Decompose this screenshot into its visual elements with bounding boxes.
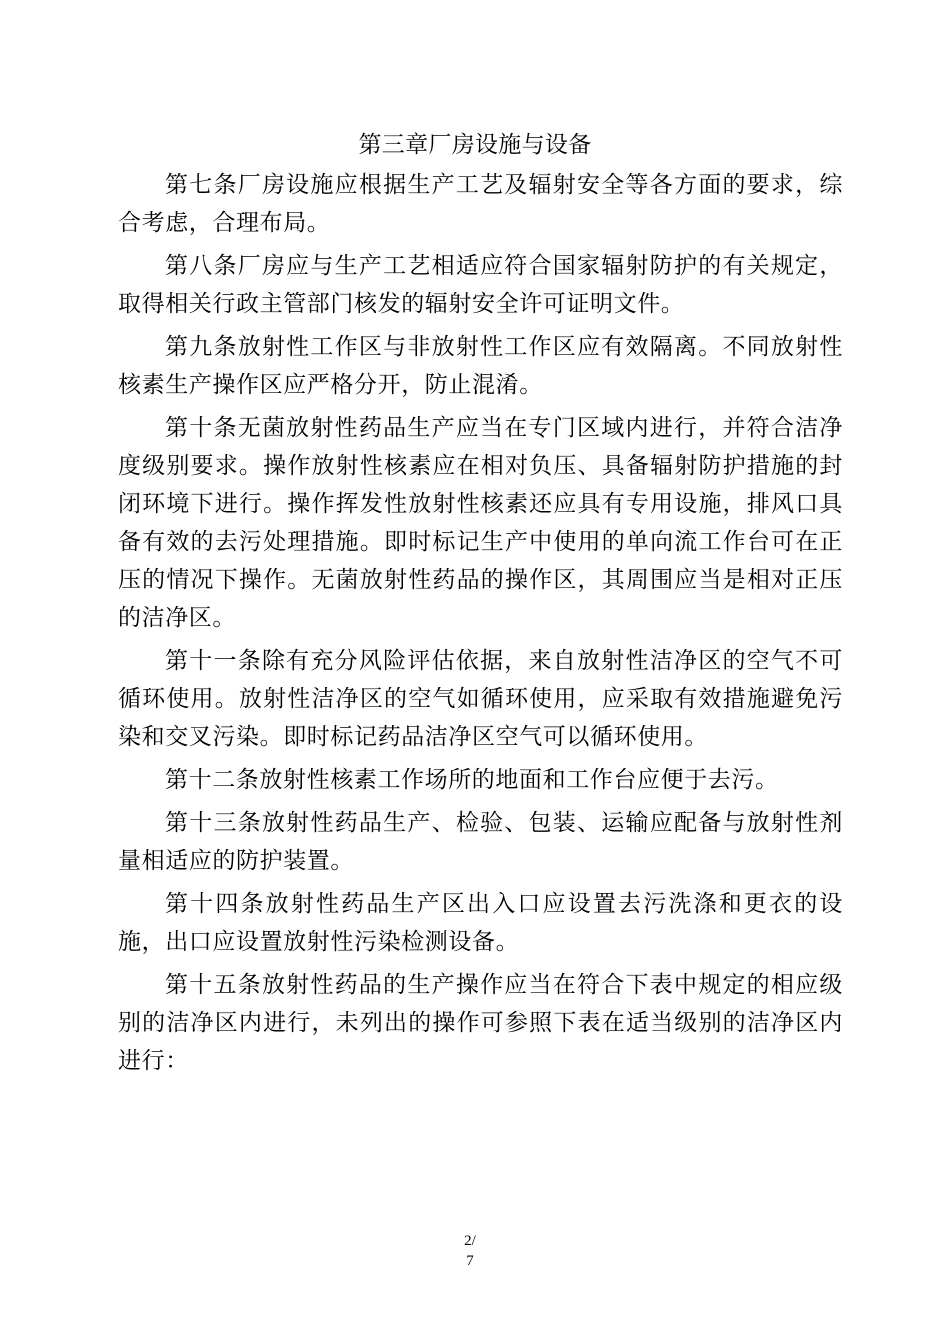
article-14: 第十四条放射性药品生产区出入口应设置去污洗涤和更衣的设施，出口应设置放射性污染检测设备。 [118, 891, 843, 955]
page-number-current: 2/ [464, 1233, 476, 1249]
article-12: 第十二条放射性核素工作场所的地面和工作台应便于去污。 [165, 767, 779, 793]
article-15: 第十五条放射性药品的生产操作应当在符合下表中规定的相应级别的洁净区内进行，未列出的操作可参照下表在适当级别的洁净区内进行： [118, 972, 843, 1074]
chapter-title: 第三章厂房设施与设备 [358, 132, 592, 158]
article-7: 第七条厂房设施应根据生产工艺及辐射安全等各方面的要求，综合考虑，合理布局。 [118, 172, 843, 236]
document-body [118, 166, 843, 1085]
article-9: 第九条放射性工作区与非放射性工作区应有效隔离。不同放射性核素生产操作区应严格分开，防止混淆。 [118, 334, 843, 398]
page-number-total: 7 [466, 1253, 474, 1269]
article-8: 第八条厂房应与生产工艺相适应符合国家辐射防护的有关规定，取得相关行政主管部门核发的辐射安全许可证明文件。 [118, 253, 843, 317]
article-11: 第十一条除有充分风险评估依据，来自放射性洁净区的空气不可循环使用。放射性洁净区的空气如循环使用，应采取有效措施避免污染和交叉污染。即时标记药品洁净区空气可以循环使用。 [118, 648, 843, 750]
article-10: 第十条无菌放射性药品生产应当在专门区域内进行，并符合洁净度级别要求。操作放射性核素应在相对负压、具备辐射防护措施的封闭环境下进行。操作挥发性放射性核素还应具有专用设施，排风口具备有效的去污处理措施。即时标记生产中使用的单向流工作台可在正压的情况下操作。无菌放射性药品的操作区，其周围应当是相对正压的洁净区。 [118, 415, 843, 631]
article-13: 第十三条放射性药品生产、检验、包装、运输应配备与放射性剂量相适应的防护装置。 [118, 810, 843, 874]
page-number [440, 1231, 500, 1271]
